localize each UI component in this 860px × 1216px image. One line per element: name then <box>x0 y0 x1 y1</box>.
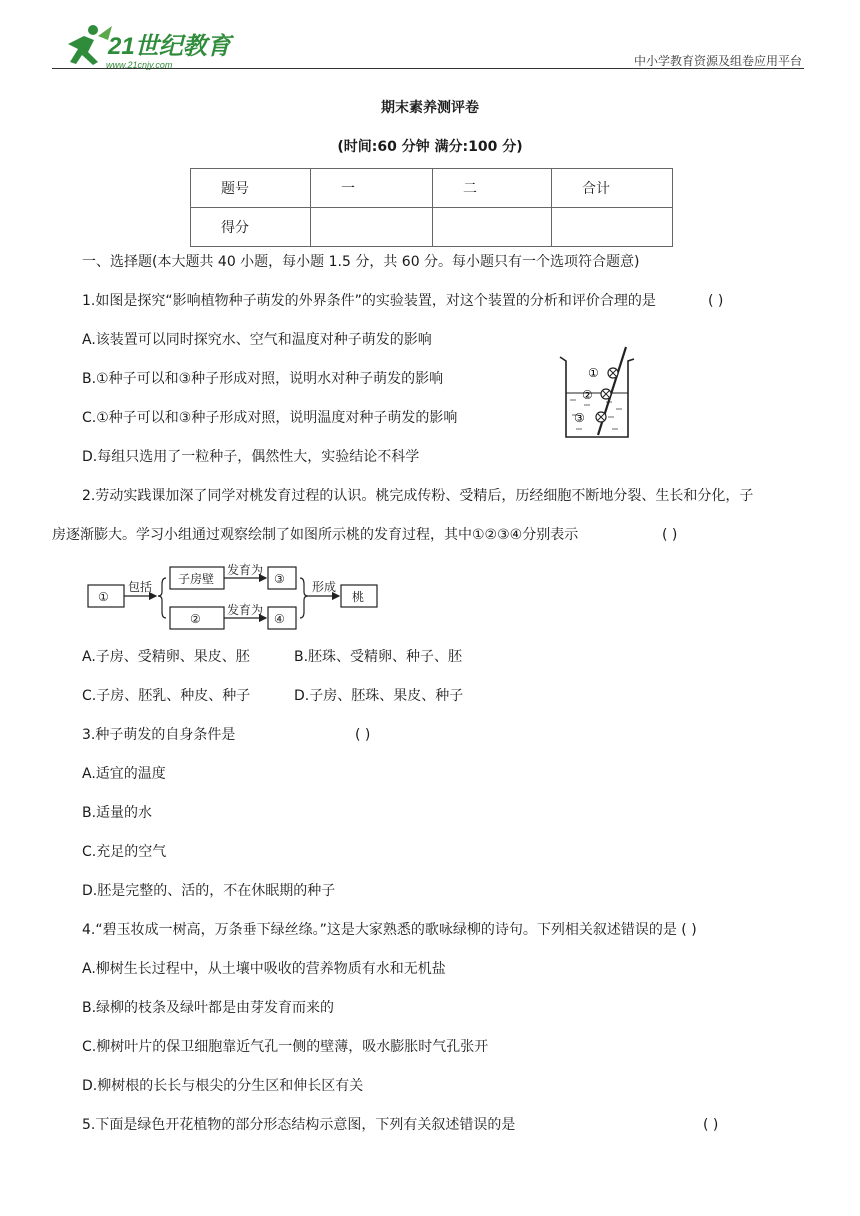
platform-tagline: 中小学教育资源及组卷应用平台 <box>633 54 802 68</box>
option-b: B.适量的水 <box>82 805 153 821</box>
logo-url: www.21cnjy.com <box>106 60 173 70</box>
option-a: A.适宜的温度 <box>82 766 166 782</box>
option-d: D.子房、胚珠、果皮、种子 <box>294 688 464 704</box>
beaker-experiment-figure <box>556 345 640 441</box>
logo-text: 21世纪教育 <box>108 33 231 60</box>
option-c: C.子房、胚乳、种皮、种子 <box>82 688 251 704</box>
table-row <box>191 169 673 208</box>
header-divider <box>52 68 804 69</box>
option-b: B.①种子可以和③种子形成对照，说明水对种子萌发的影响 <box>82 371 444 387</box>
score-table <box>190 168 673 247</box>
table-cell: 二 <box>433 169 552 208</box>
running-figure-icon <box>68 25 112 65</box>
option-a: A.该装置可以同时探究水、空气和温度对种子萌发的影响 <box>82 332 432 348</box>
question-5-stem: 5.下面是绿色开花植物的部分形态结构示意图，下列有关叙述错误的是 <box>82 1117 516 1133</box>
diagram-box-2: ② <box>190 612 201 626</box>
diagram-label-develop: 发育为 <box>227 603 264 617</box>
question-3-stem: 3.种子萌发的自身条件是 <box>82 727 236 743</box>
option-b: B.绿柳的枝条及绿叶都是由芽发育而来的 <box>82 1000 335 1016</box>
question-1-stem: 1.如图是探究“影响植物种子萌发的外界条件”的实验装置，对这个装置的分析和评价合理的是 <box>82 293 656 309</box>
diagram-box-3: ③ <box>274 572 285 586</box>
question-2-stem: 2.劳动实践课加深了同学对桃发育过程的认识。桃完成传粉、受精后，历经细胞不断地分裂、生长和分化，子 <box>82 488 754 504</box>
diagram-box-ovary-wall: 子房壁 <box>178 572 215 586</box>
question-4-stem: 4.“碧玉妆成一树高，万条垂下绿丝绦。”这是大家熟悉的歌咏绿柳的诗句。下列相关叙述错误的是 ( ) <box>82 922 697 938</box>
diagram-box-1: ① <box>98 590 109 604</box>
peach-development-diagram <box>86 562 386 634</box>
option-a: A.柳树生长过程中，从土壤中吸收的营养物质有水和无机盐 <box>82 961 446 977</box>
page-title: 期末素养测评卷 <box>381 100 479 116</box>
score-input-cell[interactable] <box>552 208 673 247</box>
table-cell: 一 <box>311 169 433 208</box>
logo-21cnjy <box>60 22 235 72</box>
diagram-label-form: 形成 <box>312 580 337 594</box>
figure-label: ② <box>582 388 593 402</box>
section-heading: 一、选择题(本大题共 40 小题，每小题 1.5 分，共 60 分。每小题只有一个选项符合题意) <box>82 254 640 270</box>
answer-paren: ( ) <box>662 527 678 543</box>
figure-label: ① <box>588 366 599 380</box>
option-c: C.①种子可以和③种子形成对照，说明温度对种子萌发的影响 <box>82 410 458 426</box>
option-d: D.每组只选用了一粒种子，偶然性大，实验结论不科学 <box>82 449 420 465</box>
option-b: B.胚珠、受精卵、种子、胚 <box>294 649 463 665</box>
score-input-cell[interactable] <box>433 208 552 247</box>
table-cell: 题号 <box>191 169 311 208</box>
diagram-label-contains: 包括 <box>128 580 153 594</box>
option-c: C.柳树叶片的保卫细胞靠近气孔一侧的壁薄，吸水膨胀时气孔张开 <box>82 1039 489 1055</box>
figure-label: ③ <box>574 411 585 425</box>
page-header <box>0 0 860 75</box>
option-d: D.柳树根的长长与根尖的分生区和伸长区有关 <box>82 1078 364 1094</box>
exam-info: (时间:60 分钟 满分:100 分) <box>337 139 523 155</box>
table-cell: 合计 <box>552 169 673 208</box>
question-2-stem-continued: 房逐渐膨大。学习小组通过观察绘制了如图所示桃的发育过程，其中①②③④分别表示 <box>52 527 579 543</box>
answer-paren: ( ) <box>355 727 371 743</box>
option-a: A.子房、受精卵、果皮、胚 <box>82 649 250 665</box>
table-row <box>191 208 673 247</box>
answer-paren: ( ) <box>708 293 724 309</box>
option-c: C.充足的空气 <box>82 844 167 860</box>
diagram-label-develop: 发育为 <box>227 563 264 577</box>
table-cell: 得分 <box>191 208 311 247</box>
score-input-cell[interactable] <box>311 208 433 247</box>
diagram-box-4: ④ <box>274 612 285 626</box>
diagram-box-peach: 桃 <box>352 590 365 604</box>
answer-paren: ( ) <box>703 1117 719 1133</box>
option-d: D.胚是完整的、活的，不在休眠期的种子 <box>82 883 336 899</box>
